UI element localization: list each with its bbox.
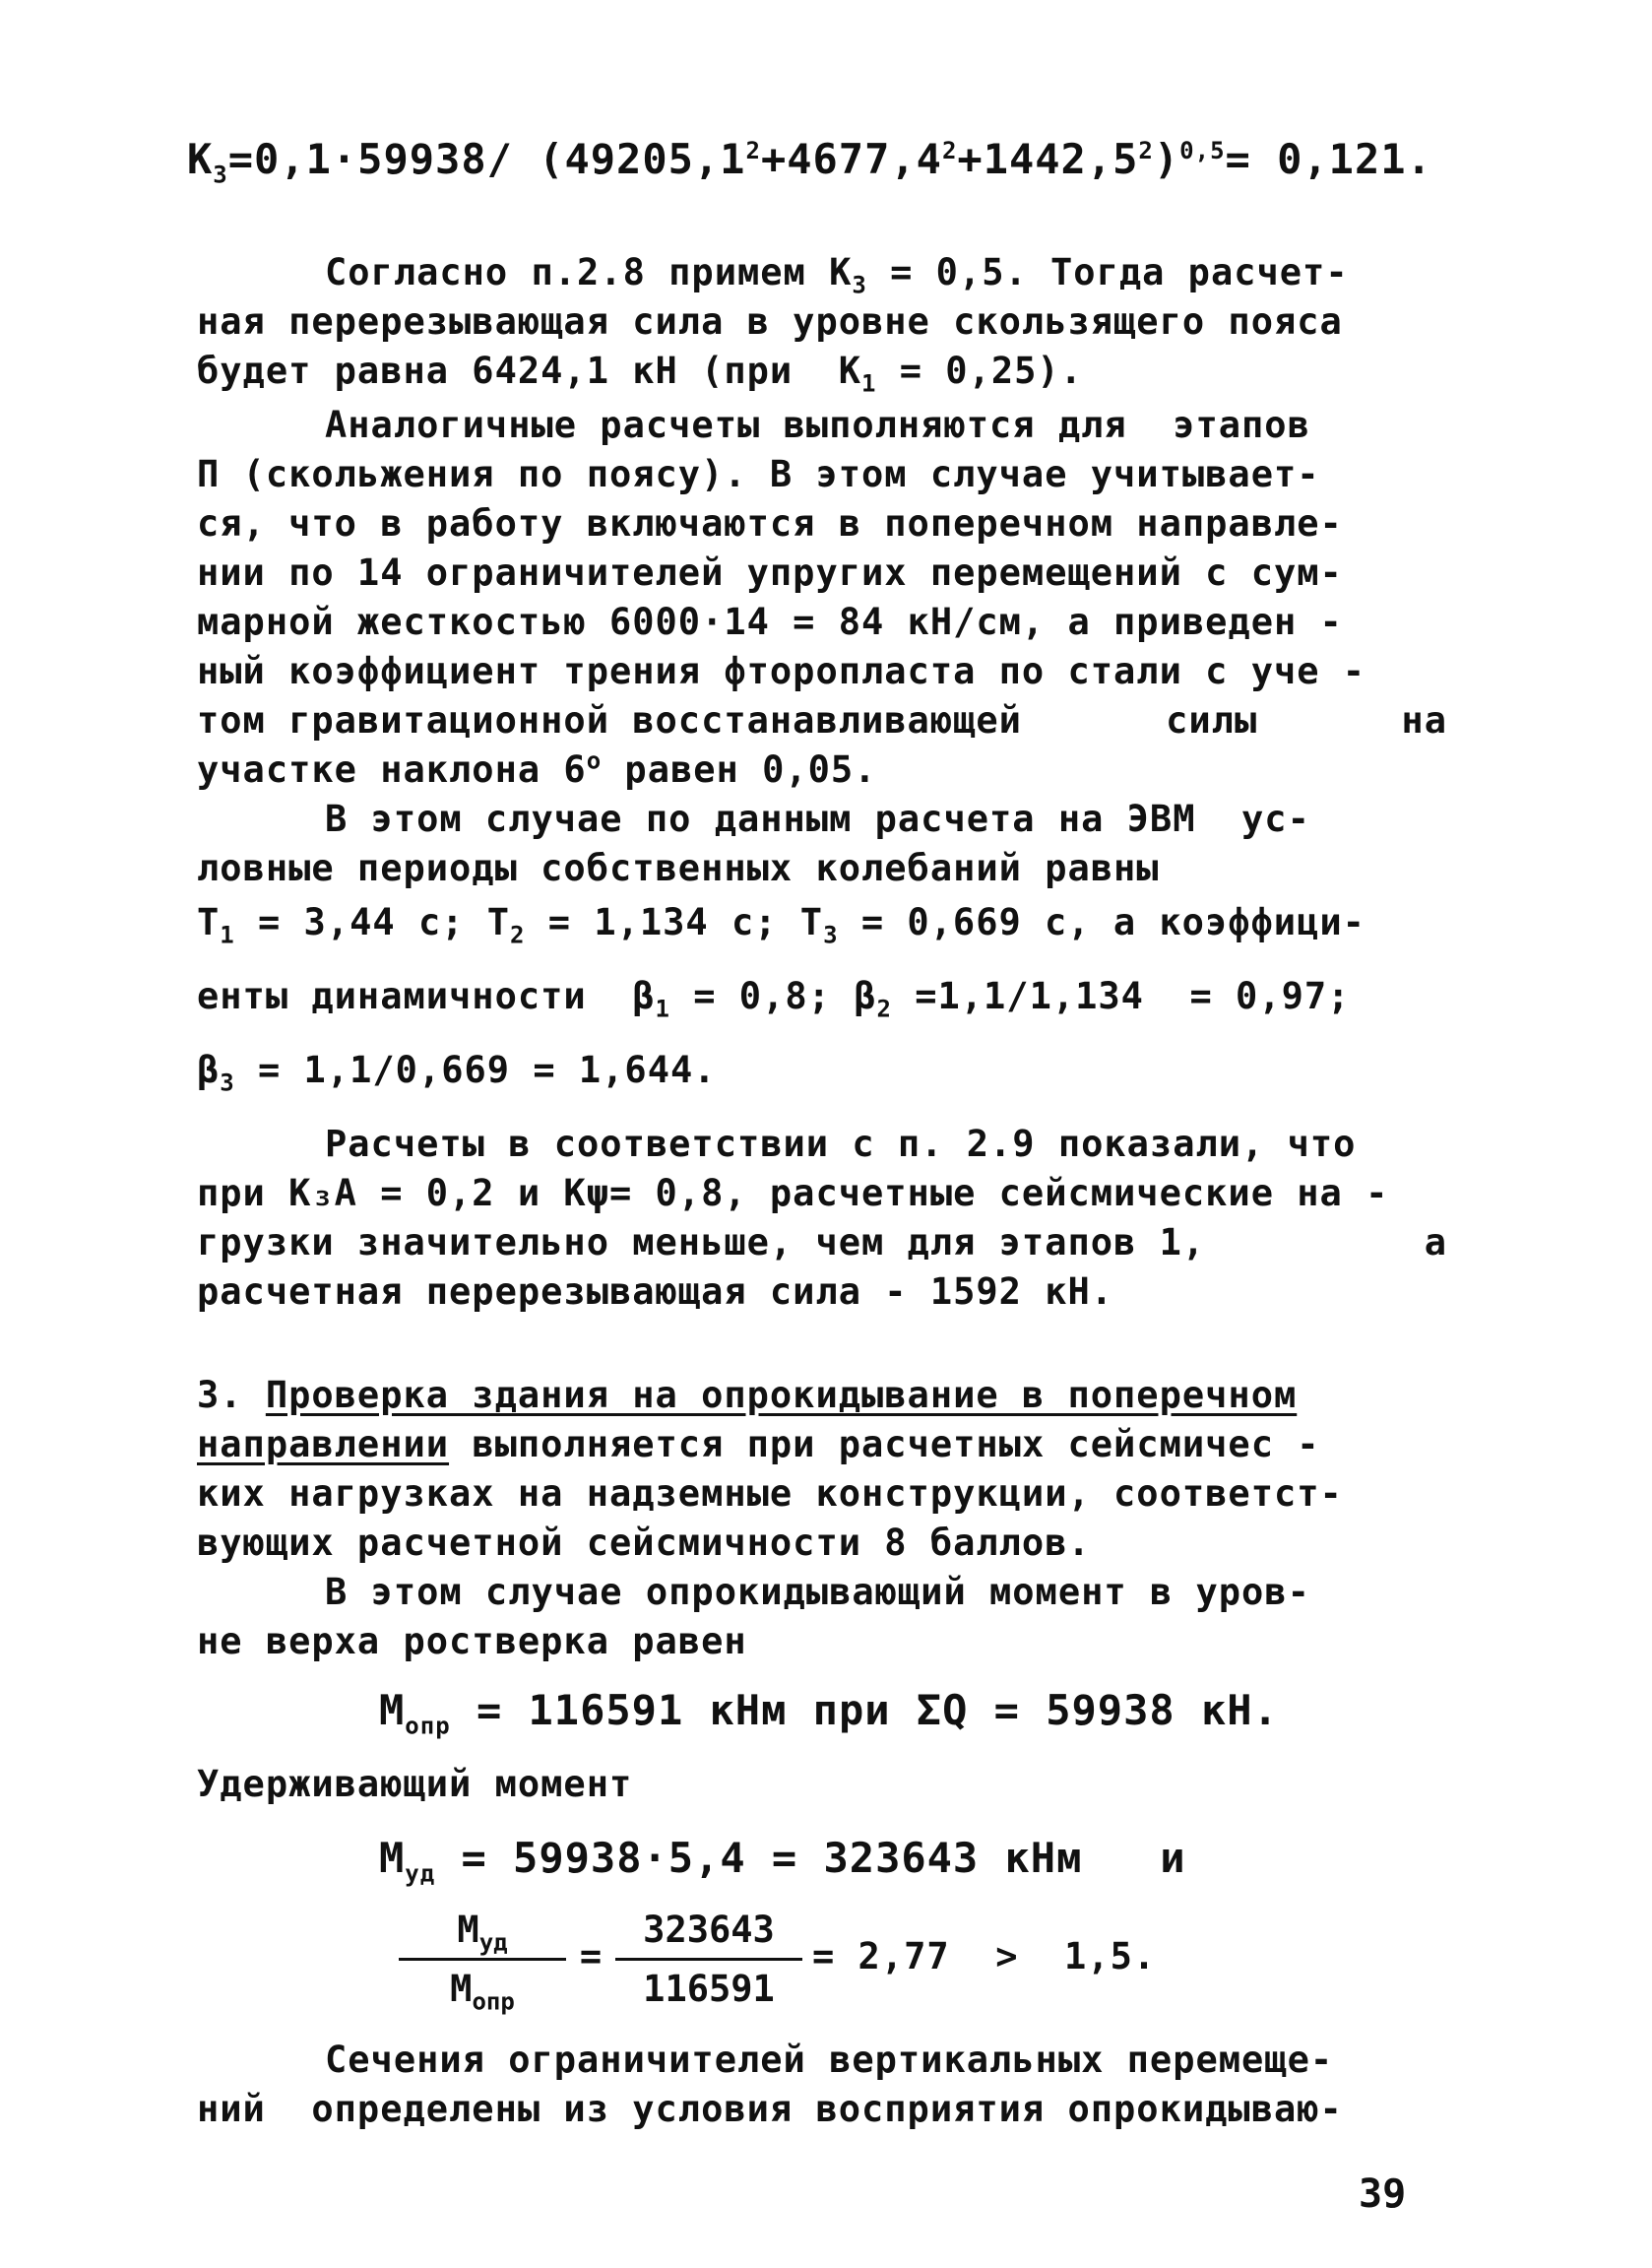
para6-line1: Сечения ограничителей вертикальных перемеще- [325, 2039, 1334, 2081]
ratio-denominator-value: 116591 [643, 1968, 775, 2010]
para2-line6: ный коэффициент трения фторопласта по стали с уче - [197, 650, 1366, 692]
para2-line8: участке наклона $6^о$ равен 0,05. [197, 746, 877, 791]
para3-line2: ловные периоды собственных колебаний равны [197, 847, 1160, 889]
page-number: 39 [1359, 2171, 1407, 2217]
para3-line3: $T_1 = 3,44$ с; $T_2 = 1,134$ с; $T_3 = 0,669$ с, а коэффици- [197, 901, 1366, 949]
formula-k3: $K_3=0,1\cdot 59938/$ $(49205,1^2+4677,4^2+1442,5^2)^{0,5}= 0,121$. [187, 135, 1432, 189]
ratio-denominator: $M_{опр}$ [450, 1968, 515, 2016]
para4-line3: грузки значительно меньше, чем для этапов 1, а [197, 1221, 1447, 1264]
para1-line1: Согласно п.2.8 примем $K_3 = 0,5$. Тогда расчет- [325, 251, 1349, 299]
para5-line1: В этом случае опрокидывающий момент в уров- [325, 1571, 1310, 1613]
ratio-bar-2 [615, 1958, 802, 1961]
para1-line2: ная перерезывающая сила в уровне скользящего пояса [197, 300, 1343, 343]
para5-line2: не верха ростверка равен [197, 1620, 747, 1662]
para3-line5: $\beta_3 = 1,1/0,669 = 1,644$. [197, 1049, 717, 1097]
para2-line3: ся, что в работу включаются в поперечном направле- [197, 502, 1343, 545]
ratio-numerator: $M_{уд}$ [457, 1909, 508, 1957]
para2-line5: марной жесткостью 6000·14 = 84 кН/см, а приведен - [197, 601, 1343, 643]
section3-line4: вующих расчетной сейсмичности 8 баллов. [197, 1522, 1091, 1564]
ratio-result: = 2,77 > 1,5. [812, 1935, 1157, 1977]
para1-line3: будет равна 6424,1 кН (при $K_1 = 0,25$). [197, 350, 1083, 398]
section3-title-line1: 3. Проверка здания на опрокидывание в поперечном [197, 1374, 1298, 1416]
para3-line4: енты динамичности $\beta_1 = 0,8$; $\beta_2 =1,1/1,134 = 0,97$; [197, 975, 1351, 1023]
para2-line7: том гравитационной восстанавливающей силы на [197, 699, 1447, 742]
section3-line3: ких нагрузках на надземные конструкции, соответст- [197, 1472, 1343, 1515]
holding-moment-label: Удерживающий момент [197, 1763, 633, 1805]
para4-line1: Расчеты в соответствии с п. 2.9 показали, что [325, 1123, 1357, 1165]
ratio-equals: = [579, 1935, 603, 1977]
para2-line2: П (скольжения по поясу). В этом случае учитывает- [197, 453, 1320, 495]
para2-line4: нии по 14 ограничителей упругих перемещений с сум- [197, 551, 1343, 594]
ratio-numerator-value: 323643 [643, 1909, 775, 1951]
ratio-bar [399, 1958, 566, 1961]
section3-title-line2: направлении выполняется при расчетных сейсмичес - [197, 1423, 1320, 1465]
formula-mud: $M_{уд} = 59938\cdot 5,4 = 323643$ кНм и [379, 1834, 1186, 1888]
formula-mopr: $M_{опр} = 116591$ кНм при ΣQ = 59938 кН. [379, 1686, 1279, 1740]
para6-line2: ний определены из условия восприятия опрокидываю- [197, 2088, 1343, 2130]
para2-line1: Аналогичные расчеты выполняются для этапов [325, 404, 1310, 446]
para4-line2: при K₃A = 0,2 и Kψ= 0,8, расчетные сейсмические на - [197, 1172, 1389, 1214]
para3-line1: В этом случае по данным расчета на ЭВМ ус- [325, 798, 1310, 840]
para4-line4: расчетная перерезывающая сила - 1592 кН. [197, 1270, 1114, 1313]
